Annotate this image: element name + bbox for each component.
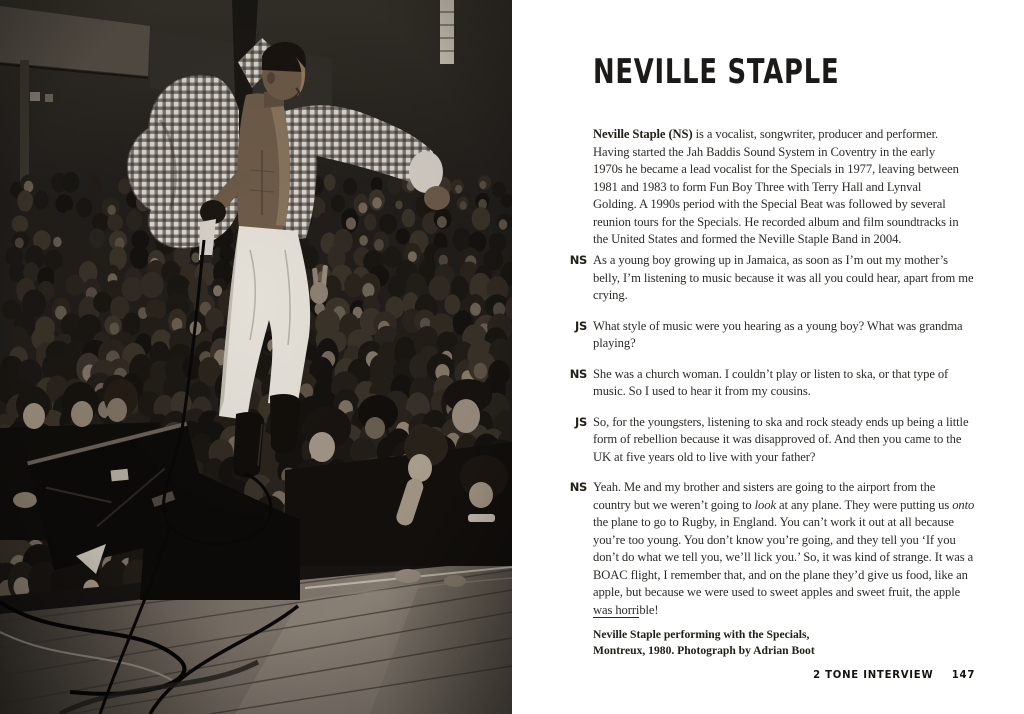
interview-item <box>563 366 975 401</box>
right-page <box>569 0 975 714</box>
speaker-label: NS <box>569 253 587 267</box>
intro-paragraph <box>593 126 967 249</box>
interview-item <box>563 318 975 353</box>
intro-lead: Neville Staple (NS) <box>593 127 693 141</box>
interview-text: What style of music were you hearing as a young boy? What was grandma playing? <box>593 318 963 350</box>
caption-block <box>593 617 855 658</box>
interview-item <box>563 479 975 619</box>
page-title: NEVILLE STAPLE <box>593 52 840 92</box>
interview-item <box>563 252 975 305</box>
footer-section-label: 2 TONE INTERVIEW <box>812 668 934 681</box>
speaker-label: NS <box>569 366 587 381</box>
interview-text: Yeah. Me and my brother and sisters are going to the airport from the country but we weren’t going to look at any plane. They were putting us onto the plane to go to Rugby, in England. You can’t work it out at all because you’re too young. You don’t know you’re going, and they tell you ‘If you don’t do what we tell you, we’ll lick you.’ So, it was kind of strange. It was a BOAC flight, I remember that, and on the plane they’d give us food, like an apple, but because we were used to sweet apples and sweet fruit, the apple was horrible! <box>593 480 975 617</box>
photo-caption: Neville Staple performing with the Specials, Montreux, 1980. Photograph by Adrian Boot <box>593 628 815 657</box>
interview-section <box>563 252 975 632</box>
interview-item <box>563 414 975 467</box>
speaker-label: JS <box>575 414 587 429</box>
speaker-label: NS <box>569 480 587 494</box>
interview-text: As a young boy growing up in Jamaica, as soon as I’m out my mother’s belly, I’m listening to music because it was all you could hear, apart from me crying. <box>593 253 974 302</box>
caption-rule <box>593 617 639 618</box>
interview-text: So, for the youngsters, listening to ska and rock steady ends up being a little form of rebellion because it was disapproved of. And then you came to the UK at five years old to live with your father? <box>593 414 969 464</box>
intro-text: is a vocalist, songwriter, producer and performer. Having started the Jah Baddis Sound System in Coventry in the early 1970s he became a lead vocalist for the Specials in 1977, leaving between 1981 and 1983 to form Fun Boy Three with Terry Hall and Lynval Golding. A 1990s period with the Special Beat was followed by several reunion tours for the Specials. He recorded album and film soundtracks in the United States and formed the Neville Staple Band in 2004. <box>593 127 959 246</box>
speaker-label: JS <box>575 318 587 333</box>
interview-text: She was a church woman. I couldn’t play or listen to ska, or that type of music. So I used to hear it from my cousins. <box>593 366 949 398</box>
page-footer <box>813 668 975 681</box>
footer-page-number: 147 <box>951 668 975 681</box>
